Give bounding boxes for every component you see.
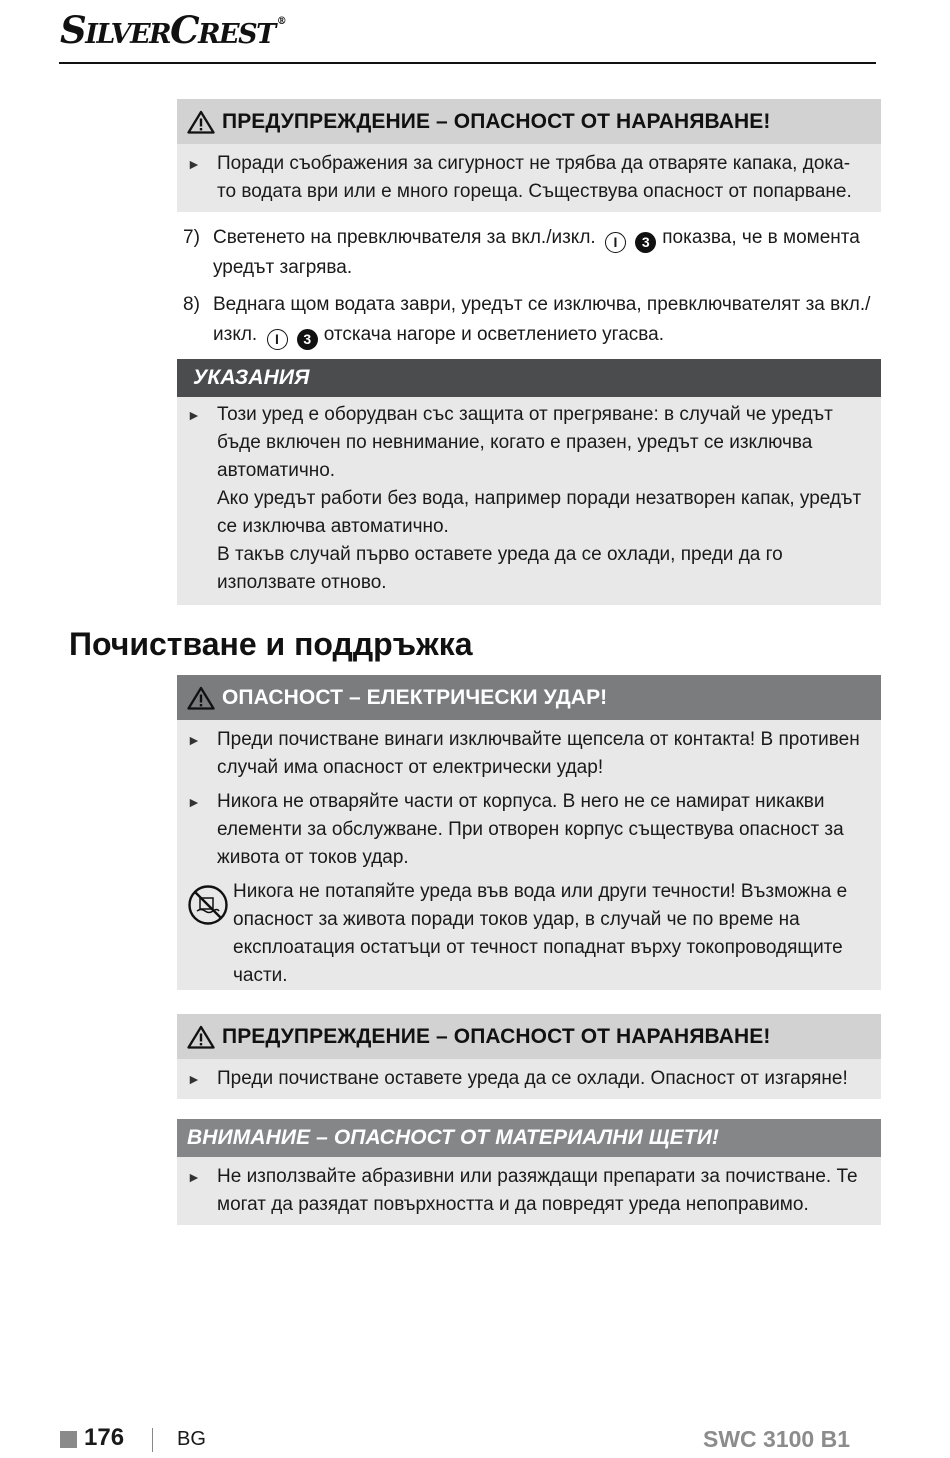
power-switch-symbol-icon: I	[605, 232, 626, 253]
warning-box-injury	[177, 99, 881, 212]
part-ref-badge: 3	[635, 232, 656, 253]
arrow-bullet-icon: ►	[187, 794, 201, 810]
warning-title: ПРЕДУПРЕЖДЕНИЕ – ОПАСНОСТ ОТ НАРАНЯВАНЕ!	[222, 109, 771, 133]
notes-title: УКАЗАНИЯ	[193, 366, 310, 389]
step-7	[183, 223, 883, 283]
silvercrest-logo	[60, 8, 285, 52]
danger-box-electric	[177, 675, 881, 990]
warning-triangle-icon	[187, 110, 215, 134]
section-heading: Почистване и поддръжка	[69, 626, 473, 662]
item-text: Поради съображения за сигурност не трябва да отваряте капака, дока-то водата ври или е много гореща. Съществува опасност от попарване.	[217, 153, 852, 202]
danger-header	[177, 675, 881, 720]
arrow-bullet-icon: ►	[187, 1169, 201, 1185]
logo-letters: ILVER	[85, 19, 171, 50]
step-number: 7)	[183, 227, 200, 248]
logo-letter: S	[60, 8, 86, 52]
header-rule	[59, 62, 876, 64]
notes-box	[177, 359, 881, 605]
attention-box-damage	[177, 1119, 881, 1225]
registered-mark: ®	[276, 16, 286, 27]
arrow-bullet-icon: ►	[187, 732, 201, 748]
power-switch-symbol-icon: I	[267, 329, 288, 350]
warning-box-header	[177, 99, 881, 144]
no-immersion-icon	[187, 878, 233, 990]
list-item	[187, 401, 867, 485]
list-item	[187, 788, 867, 872]
attention-header	[177, 1119, 881, 1157]
part-ref-badge: 3	[297, 329, 318, 350]
item-text: Никога не отваряйте части от корпуса. В него не се намират никакви елементи за обслужване. При отворен корпус съществува опасност за живота от токов удар.	[217, 791, 844, 868]
footer-divider	[152, 1428, 153, 1452]
warning-box-burn	[177, 1014, 881, 1099]
language-code: BG	[177, 1428, 206, 1450]
list-item	[187, 1163, 867, 1219]
danger-title: ОПАСНОСТ – ЕЛЕКТРИЧЕСКИ УДАР!	[222, 685, 608, 709]
step-text: Веднага щом водата заври, уредът се изключва, превключвателят за вкл./ изкл.	[213, 294, 871, 345]
item-text: Не използвайте абразивни или разяждащи препарати за почистване. Те могат да разядат повърхността и да повредят уреда непоправимо.	[217, 1166, 858, 1215]
warning-box-header	[177, 1014, 881, 1059]
warning-triangle-icon	[187, 1025, 215, 1049]
list-item	[187, 150, 867, 206]
step-8	[183, 290, 883, 350]
page-marker-square	[60, 1431, 77, 1448]
item-text: В такъв случай първо оставете уреда да се охлади, преди да го използвате отново.	[217, 544, 783, 593]
step-text: Светенето на превключвателя за вкл./изкл.	[213, 227, 596, 248]
list-item-continued	[187, 541, 867, 597]
step-text: отскача нагоре и осветлението угасва.	[323, 324, 664, 345]
item-text: Този уред е оборудван със защита от прегряване: в случай че уредът бъде включен по невнимание, когато е празен, уредът се изключва автоматично.	[217, 404, 833, 481]
arrow-bullet-icon: ►	[187, 407, 201, 423]
list-item	[187, 1065, 867, 1093]
step-number: 8)	[183, 294, 200, 315]
model-number: SWC 3100 B1	[702, 1426, 850, 1452]
item-text: Преди почистване оставете уреда да се охлади. Опасност от изгаряне!	[217, 1068, 848, 1089]
immersion-warning	[187, 878, 867, 990]
item-text: Никога не потапяйте уреда във вода или други течности! Възможна е опасност за живота поради токов удар, в случай че по време на експлоатация остатъци от течност попаднат върху токопроводящите части.	[233, 881, 848, 986]
arrow-bullet-icon: ►	[187, 156, 201, 172]
arrow-bullet-icon: ►	[187, 1071, 201, 1087]
item-text: Преди почистване винаги изключвайте щепсела от контакта! В противен случай има опасност от електрически удар!	[217, 729, 860, 778]
logo-letter: C	[170, 8, 199, 52]
list-item-continued	[187, 485, 867, 541]
notes-header	[177, 359, 881, 397]
page-number: 176	[84, 1424, 125, 1451]
list-item	[187, 726, 867, 782]
warning-triangle-icon	[187, 686, 215, 710]
logo-letters: REST	[198, 19, 275, 50]
page-footer	[60, 1424, 850, 1458]
warning-title: ПРЕДУПРЕЖДЕНИЕ – ОПАСНОСТ ОТ НАРАНЯВАНЕ!	[222, 1024, 771, 1048]
item-text: Ако уредът работи без вода, например поради незатворен капак, уредът се изключва автоматично.	[217, 488, 862, 537]
attention-title: ВНИМАНИЕ – ОПАСНОСТ ОТ МАТЕРИАЛНИ ЩЕТИ!	[187, 1126, 719, 1149]
step-text: показва, че в момента уредът загрява.	[213, 227, 860, 278]
